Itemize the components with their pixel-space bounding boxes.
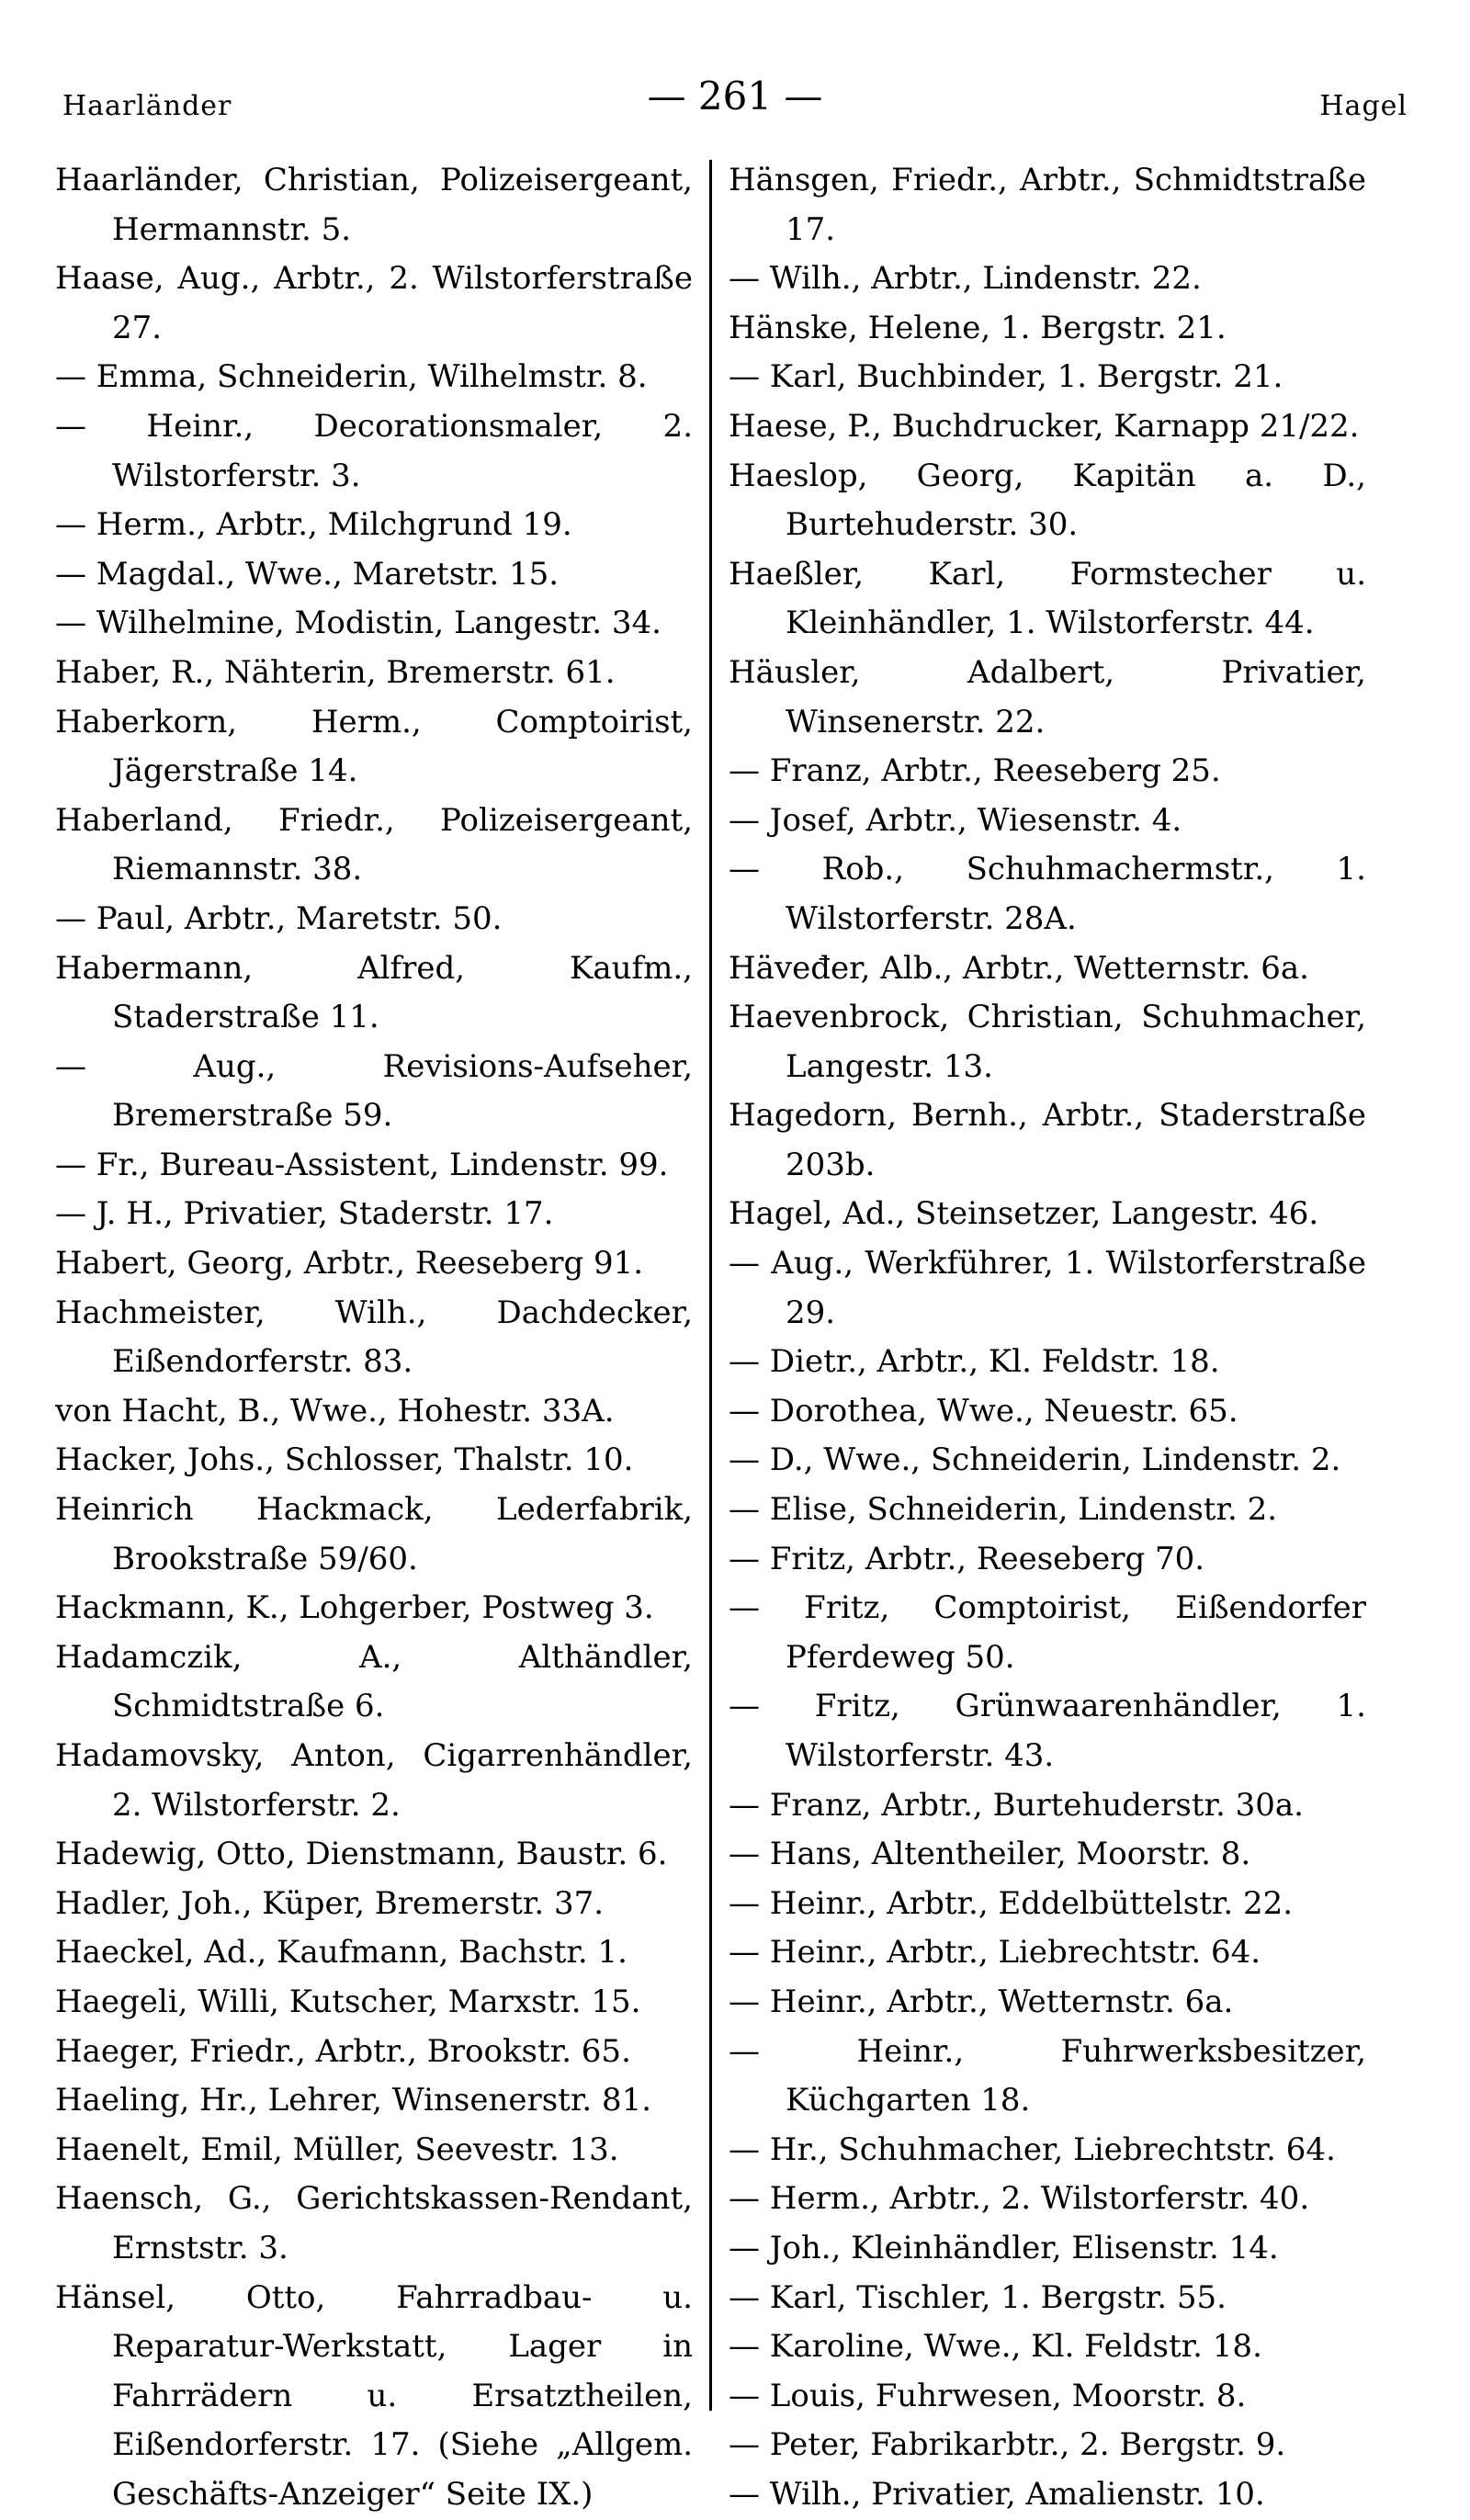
directory-entry: — Wilh., Arbtr., Lindenstr. 22. [729,260,1202,298]
directory-entry: Haeßler, Karl, Formstecher u. Kleinhändler, 1. Wilstorferstr. 44. [729,555,1366,642]
directory-entry: Haegeli, Willi, Kutscher, Marxstr. 15. [55,1983,641,2020]
directory-entry: — Aug., Werkführer, 1. Wilstorferstraße 29. [729,1245,1366,1331]
directory-entry: — Fritz, Arbtr., Reeseberg 70. [729,1540,1205,1577]
directory-entry: — Heinr., Fuhrwerksbesitzer, Küchgarten 18. [729,2032,1366,2119]
directory-columns [55,156,1371,2520]
directory-entry: — Karl, Tischler, 1. Bergstr. 55. [729,2278,1227,2316]
directory-entry: — Fritz, Grünwaarenhändler, 1. Wilstorferstr. 43. [729,1688,1366,1774]
directory-entry: Hadamczik, A., Althändler, Schmidtstraße 6. [55,1638,693,1725]
directory-entry: — Elise, Schneiderin, Lindenstr. 2. [729,1491,1278,1529]
directory-entry: Heinrich Hackmack, Lederfabrik, Brookstraße 59/60. [55,1491,693,1577]
directory-entry: von Hacht, B., Wwe., Hohestr. 33A. [55,1392,615,1430]
directory-entry: — Heinr., Arbtr., Eddelbüttelstr. 22. [729,1884,1294,1922]
page-header [62,73,1408,129]
right-column [712,156,1366,2520]
running-head-left: Haarländer [62,90,232,122]
directory-entry: — Fritz, Comptoirist, Eißendorfer Pferdeweg 50. [729,1589,1366,1676]
directory-entry: Haber, R., Nähterin, Bremerstr. 61. [55,653,616,691]
directory-entry: Habert, Georg, Arbtr., Reeseberg 91. [55,1245,644,1283]
directory-entry: — D., Wwe., Schneiderin, Lindenstr. 2. [729,1441,1341,1479]
directory-entry: — Karl, Buchbinder, 1. Bergstr. 21. [729,358,1283,396]
directory-entry: Haarländer, Christian, Polizeisergeant, Hermannstr. 5. [55,162,693,248]
directory-entry: Hänske, Helene, 1. Bergstr. 21. [729,309,1227,346]
directory-entry: Hagedorn, Bernh., Arbtr., Staderstraße 203b. [729,1097,1366,1183]
directory-entry: — Herm., Arbtr., 2. Wilstorferstr. 40. [729,2180,1310,2218]
directory-entry: — Hr., Schuhmacher, Liebrechtstr. 64. [729,2130,1336,2168]
directory-entry: — Franz, Arbtr., Reeseberg 25. [729,752,1221,790]
directory-entry: — Karoline, Wwe., Kl. Feldstr. 18. [729,2328,1262,2366]
directory-entry: Haase, Aug., Arbtr., 2. Wilstorferstraße 27. [55,260,693,346]
directory-entry: Haeling, Hr., Lehrer, Winsenerstr. 81. [55,2082,652,2119]
directory-entry: — Franz, Arbtr., Burtehuderstr. 30a. [729,1786,1304,1824]
directory-entry: Hachmeister, Wilh., Dachdecker, Eißendorferstr. 83. [55,1294,693,1381]
directory-entry: — Paul, Arbtr., Maretstr. 50. [55,899,503,937]
directory-entry: Hadewig, Otto, Dienstmann, Baustr. 6. [55,1836,668,1873]
directory-entry: Hänsgen, Friedr., Arbtr., Schmidtstraße 17. [729,162,1366,248]
directory-entry: Hagel, Ad., Steinsetzer, Langestr. 46. [729,1195,1319,1233]
directory-entry: Hadler, Joh., Küper, Bremerstr. 37. [55,1884,605,1922]
directory-entry: Häveđer, Alb., Arbtr., Wetternstr. 6a. [729,949,1309,987]
directory-entry: Haevenbrock, Christian, Schuhmacher, Langestr. 13. [729,999,1366,1085]
directory-entry: — Hans, Altentheiler, Moorstr. 8. [729,1836,1251,1873]
directory-entry: — Emma, Schneiderin, Wilhelmstr. 8. [55,358,648,396]
directory-entry: Hackmann, K., Lohgerber, Postweg 3. [55,1589,654,1627]
left-column [55,156,709,2520]
directory-entry: Haberland, Friedr., Polizeisergeant, Riemannstr. 38. [55,801,693,888]
directory-entry: — Heinr., Arbtr., Liebrechtstr. 64. [729,1934,1261,1972]
directory-entry: Hacker, Johs., Schlosser, Thalstr. 10. [55,1441,634,1479]
directory-entry: Haeckel, Ad., Kaufmann, Bachstr. 1. [55,1934,628,1972]
directory-entry: Häusler, Adalbert, Privatier, Winsenerstr. 22. [729,653,1366,740]
directory-entry: — Fr., Bureau-Assistent, Lindenstr. 99. [55,1146,669,1183]
directory-entry: — Peter, Fabrikarbtr., 2. Bergstr. 9. [729,2426,1286,2464]
directory-entry: — Aug., Revisions-Aufseher, Bremerstraße 59. [55,1047,693,1135]
directory-entry: — Josef, Arbtr., Wiesenstr. 4. [729,801,1182,839]
directory-entry: Haeger, Friedr., Arbtr., Brookstr. 65. [55,2032,631,2070]
directory-entry: Haensch, G., Gerichtskassen-Rendant, Ernststr. 3. [55,2180,693,2266]
directory-entry: Hänsel, Otto, Fahrradbau- u. Reparatur-Werkstatt, Lager in Fahrrädern u. Ersatztheilen, Eißendorferstr. 17. (Siehe „Allgem. Geschäfts-Anzeiger“ Seite IX.) [55,2278,693,2513]
directory-entry: — Heinr., Decorationsmaler, 2. Wilstorferstr. 3. [55,407,693,494]
directory-entry: Haenelt, Emil, Müller, Seevestr. 13. [55,2130,619,2168]
directory-entry: — Heinr., Arbtr., Wetternstr. 6a. [729,1983,1234,2020]
directory-entry: — Wilh., Privatier, Amalienstr. 10. [729,2475,1265,2513]
directory-entry: Haeslop, Georg, Kapitän a. D., Burtehuderstr. 30. [729,457,1366,544]
directory-entry: Haese, P., Buchdrucker, Karnapp 21/22. [729,407,1360,445]
directory-entry: — Joh., Kleinhändler, Elisenstr. 14. [729,2229,1279,2266]
directory-entry: — Magdal., Wwe., Maretstr. 15. [55,555,560,593]
directory-entry: — Wilhelmine, Modistin, Langestr. 34. [55,605,662,642]
directory-entry: Haberkorn, Herm., Comptoirist, Jägerstraße 14. [55,703,693,790]
running-head-right: Hagel [1319,90,1408,122]
directory-entry: — Herm., Arbtr., Milchgrund 19. [55,506,572,544]
directory-entry: — Louis, Fuhrwesen, Moorstr. 8. [729,2377,1247,2414]
page-number: — 261 — [647,73,823,119]
directory-entry: Habermann, Alfred, Kaufm., Staderstraße 11. [55,949,693,1036]
directory-entry: — Dietr., Arbtr., Kl. Feldstr. 18. [729,1343,1220,1381]
directory-entry: — Dorothea, Wwe., Neuestr. 65. [729,1392,1238,1430]
directory-entry: Hadamovsky, Anton, Cigarrenhändler, 2. Wilstorferstr. 2. [55,1737,693,1824]
directory-entry: — Rob., Schuhmachermstr., 1. Wilstorferstr. 28A. [729,851,1366,937]
directory-entry: — J. H., Privatier, Staderstr. 17. [55,1195,554,1233]
